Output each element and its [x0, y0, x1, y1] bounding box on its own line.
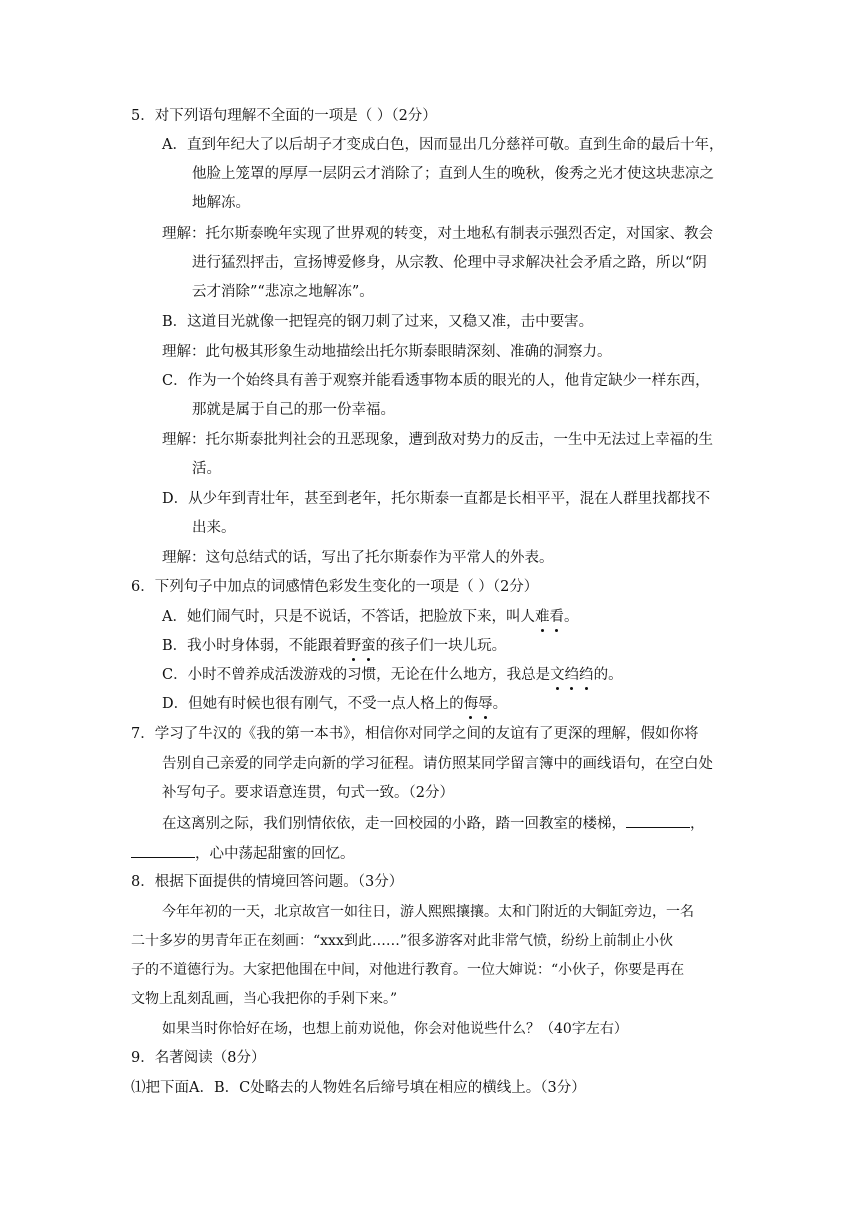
answer-blank[interactable] [131, 843, 195, 858]
q7-stem-line1: 7．学习了牛汉的《我的第一本书》，相信你对同学之间的友谊有了更深的理解，假如你将 [131, 726, 699, 742]
q8-question: 如果当时你恰好在场，也想上前劝说他，你会对他说些什么？（40字左右） [162, 1021, 628, 1037]
dotted-char: 绉 [579, 667, 594, 683]
dotted-char: 难 [534, 609, 550, 625]
dotted-char: 文 [550, 667, 565, 683]
q5-b-explanation: 理解：此句极其形象生动地描绘出托尔斯泰眼睛深刻、准确的洞察力。 [162, 344, 612, 360]
q8-passage-line2: 二十多岁的男青年正在刻画：“xxx到此……”很多游客对此非常气愤，纷纷上前制止小伙 [131, 933, 673, 949]
q5-option-a-line1: A．直到年纪大了以后胡子才变成白色，因而显出几分慈祥可敬。直到生命的最后十年， [162, 137, 724, 153]
dotted-char: 绉 [564, 667, 580, 683]
q6-option-b [162, 636, 506, 656]
q7-body-line1 [162, 813, 705, 834]
q9-stem: 9．名著阅读（8分） [131, 1050, 266, 1066]
q8-passage-line4: 文物上乱刻乱画，当心我把你的手剁下来。” [131, 991, 398, 1007]
q9-sub1: ⑴把下面A．B．C处略去的人物姓名后缔号填在相应的横线上。（3分） [131, 1080, 586, 1096]
q6-c-text: C．小时不曾养成活泼游戏的习惯，无论在什么地方，我总是 [162, 667, 551, 683]
q7-body-tail: ，心中荡起甜蜜的回忆。 [195, 846, 355, 862]
q5-a-explanation-line2: 进行猛烈抨击，宣扬博爱修身，从宗教、伦理中寻求解决社会矛盾之路，所以“阴 [192, 255, 707, 271]
q6-stem: 6．下列句子中加点的词感情色彩发生变化的一项是（ ）（2分） [131, 579, 539, 595]
q5-option-a-line3: 地解冻。 [192, 195, 250, 211]
q5-c-explanation-line2: 活。 [192, 461, 221, 477]
q5-option-c-line1: C．作为一个始终具有善于观察并能看透事物本质的眼光的人，他肯定缺少一样东西， [162, 373, 710, 389]
q6-c-tail: 的。 [593, 667, 623, 683]
q8-passage-line3: 子的不道德行为。大家把他围在中间，对他进行教育。一位大婶说：“小伙子，你要是再在 [131, 962, 685, 978]
dotted-char: 野 [346, 638, 362, 654]
q5-a-explanation-line3: 云才消除”“悲凉之地解冻”。 [192, 284, 374, 300]
dotted-char: 蛮 [361, 638, 376, 654]
q5-option-d-line1: D．从少年到青壮年，甚至到老年，托尔斯泰一直都是长相平平，混在人群里找都找不 [162, 491, 711, 507]
q8-stem: 8．根据下面提供的情境回答问题。（3分） [131, 874, 404, 890]
q5-stem: 5．对下列语句理解不全面的一项是（ ）（2分） [131, 108, 437, 124]
q6-d-tail: 。 [492, 696, 508, 712]
q7-body-line2 [131, 843, 355, 864]
answer-blank[interactable] [626, 813, 690, 828]
q5-option-b: B．这道目光就像一把锃亮的钢刀刺了过来，又稳又准，击中要害。 [162, 314, 594, 330]
q6-a-text: A．她们闹气时，只是不说话，不答话，把脸放下来，叫人 [162, 609, 535, 625]
q6-b-text: B．我小时身体弱，不能跟着 [162, 638, 347, 654]
q6-b-tail: 的孩子们一块儿玩。 [375, 638, 507, 654]
dotted-char: 看 [549, 609, 564, 625]
q5-option-d-line2: 出来。 [192, 520, 236, 536]
q5-option-a-line2: 他脸上笼罩的厚厚一层阴云才消除了；直到人生的晚秋，俊秀之光才使这块悲凉之 [192, 166, 714, 182]
q5-option-c-line2: 那就是属于自己的那一份幸福。 [192, 402, 395, 418]
dotted-char: 侮 [463, 696, 479, 712]
dotted-char: 辱 [478, 696, 493, 712]
q7-body-text: 在这离别之际，我们别情依依，走一回校园的小路，踏一回教室的楼梯， [162, 816, 626, 832]
q7-stem-line2: 告别自己亲爱的同学走向新的学习征程。请仿照某同学留言簿中的画线语句，在空白处 [162, 756, 713, 772]
q7-stem-line3: 补写句子。要求语意连贯，句式一致。（2分） [162, 785, 454, 801]
q6-a-tail: 。 [563, 609, 579, 625]
q6-option-d [162, 694, 507, 714]
q7-body-comma: ， [690, 816, 705, 832]
q8-passage-line1: 今年年初的一天，北京故宫一如往日，游人熙熙攘攘。太和门附近的大铜缸旁边，一名 [162, 904, 694, 920]
q5-a-explanation-line1: 理解：托尔斯泰晚年实现了世界观的转变，对土地私有制表示强烈否定，对国家、教会 [162, 226, 713, 242]
q5-c-explanation-line1: 理解：托尔斯泰批判社会的丑恶现象，遭到敌对势力的反击，一生中无法过上幸福的生 [162, 432, 713, 448]
q6-option-a [162, 607, 578, 627]
q6-d-text: D．但她有时候也很有刚气，不受一点人格上的 [162, 696, 464, 712]
q5-d-explanation: 理解：这句总结式的话，写出了托尔斯泰作为平常人的外表。 [162, 550, 554, 566]
q6-option-c [162, 665, 623, 685]
